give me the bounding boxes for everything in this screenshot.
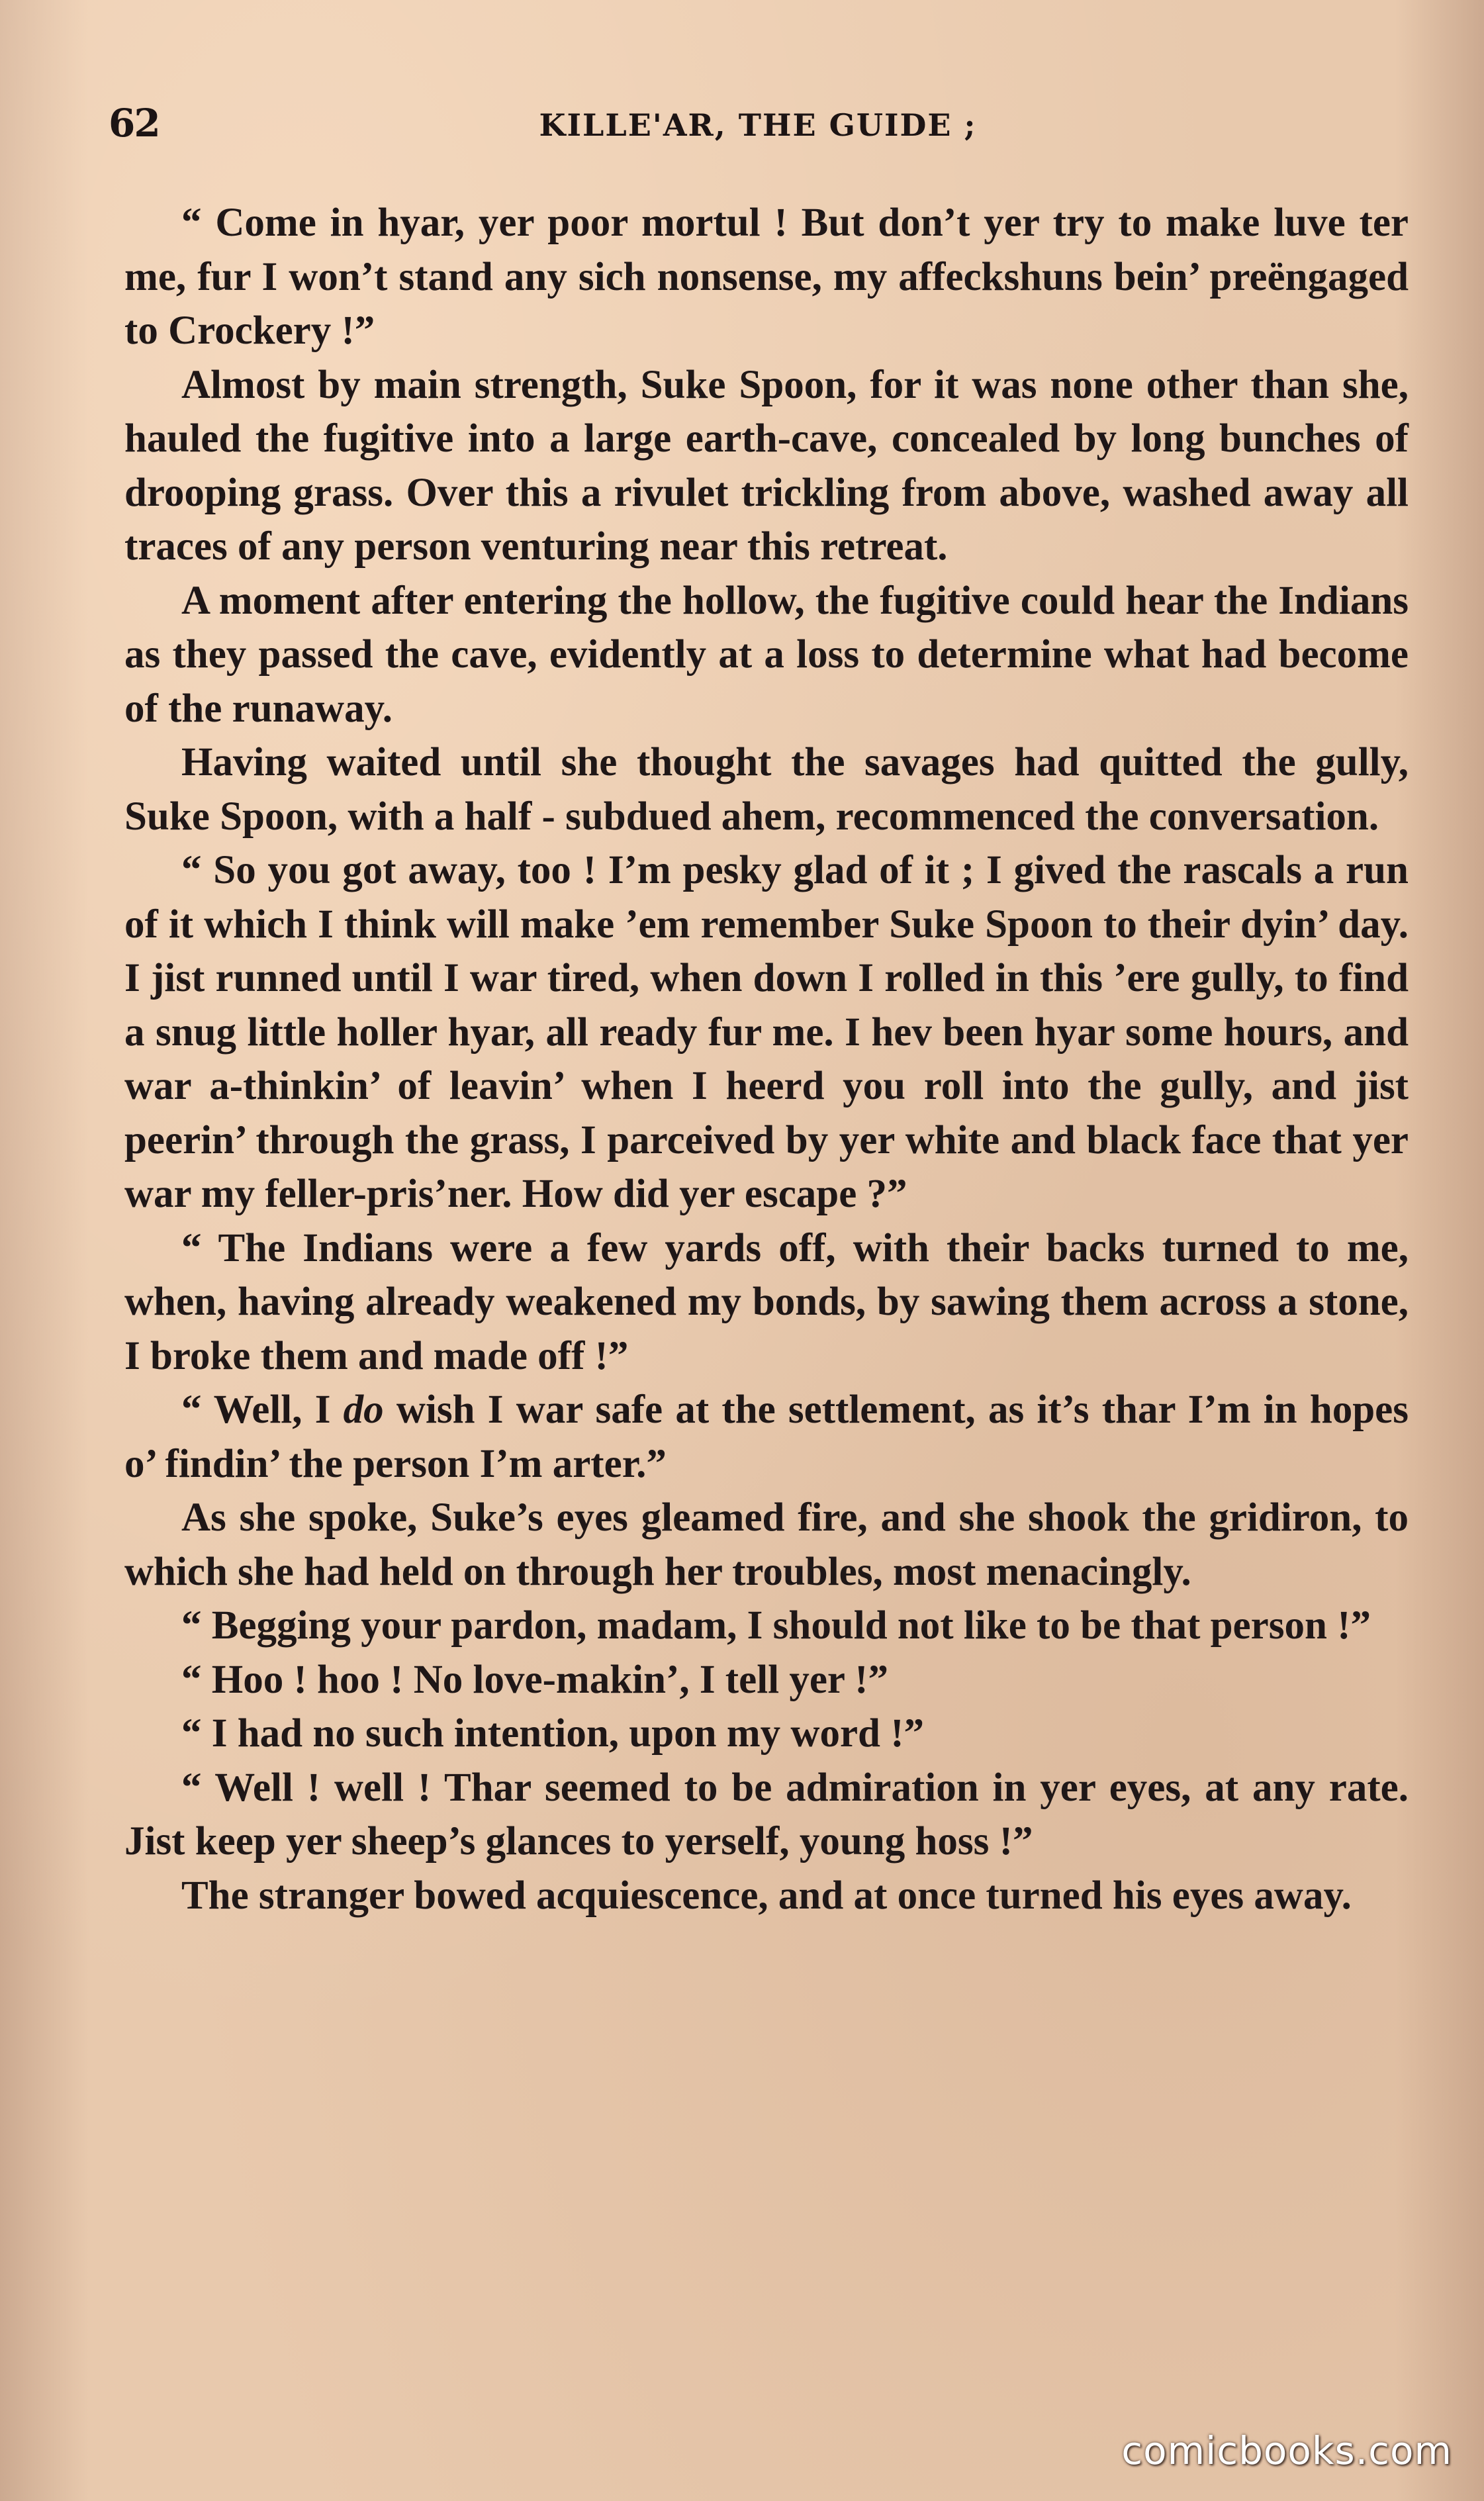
- page-number: 62: [109, 101, 160, 146]
- emphasis: do: [343, 1388, 384, 1432]
- paragraph: “ So you got away, too ! I’m pesky glad of it ; I gived the rascals a run of it which I think will make ’em remember Suke Spoon to their dyin’ day. I jist runned until I war tired, when down I rolled in this ’ere gully, to find a snug little holler hyar, all ready fur me. I hev been hyar some hours, and war a-thinkin’ of leavin’ when I heerd you roll into the gully, and jist peerin’ through the grass, I parceived by yer white and black face that yer war my feller-pris’ner. How did yer escape ?”: [124, 848, 1409, 1216]
- paragraph: “ Well, I do wish I war safe at the settlement, as it’s thar I’m in hopes o’ findin’ the person I’m arter.”: [124, 1388, 1409, 1486]
- paragraph: Having waited until she thought the savages had quitted the gully, Suke Spoon, with a half - subdued ahem, recommenced the conversation.: [124, 740, 1409, 839]
- paragraph: “ I had no such intention, upon my word !”: [181, 1711, 925, 1756]
- page-header: [106, 98, 1410, 158]
- paragraph: “ Hoo ! hoo ! No love-makin’, I tell yer !”: [181, 1657, 888, 1702]
- paragraph: “ The Indians were a few yards off, with their backs turned to me, when, having already weakened my bonds, by sawing them across a stone, I broke them and made off !”: [124, 1225, 1409, 1378]
- paragraph: The stranger bowed acquiescence, and at once turned his eyes away.: [181, 1873, 1352, 1918]
- paragraph: Almost by main strength, Suke Spoon, for it was none other than she, hauled the fugitive into a large earth-cave, concealed by long bunches of drooping grass. Over this a rivulet trickling from above, washed away all traces of any person venturing near this retreat.: [124, 362, 1409, 569]
- paragraph: As she spoke, Suke’s eyes gleamed fire, and she shook the gridiron, to which she had held on through her troubles, most menacingly.: [124, 1495, 1409, 1594]
- paragraph: A moment after entering the hollow, the fugitive could hear the Indians as they passed the cave, evidently at a loss to determine what had become of the runaway.: [124, 578, 1409, 731]
- paragraph: “ Begging your pardon, madam, I should not like to be that person !”: [181, 1603, 1371, 1648]
- watermark: comicbooks.com: [1121, 2428, 1452, 2473]
- paragraph: “ Come in hyar, yer poor mortul ! But don’t yer try to make luve ter me, fur I won’t stand any sich nonsense, my affeckshuns bein’ preëngaged to Crockery !”: [124, 201, 1409, 353]
- body-text: [124, 196, 1409, 1922]
- paragraph: “ Well ! well ! Thar seemed to be admiration in yer eyes, at any rate. Jist keep yer sheep’s glances to yerself, young hoss !”: [124, 1765, 1409, 1864]
- running-head: KILLE'AR, THE GUIDE ;: [539, 107, 977, 143]
